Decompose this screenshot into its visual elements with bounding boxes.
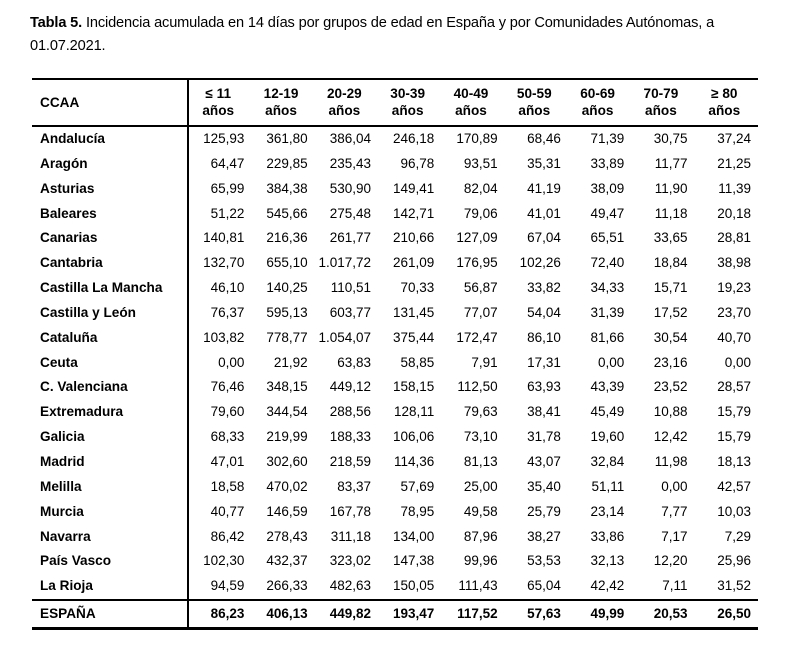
row-label-ccaa: Aragón	[32, 152, 188, 177]
data-value-cell: 23,14	[568, 500, 631, 525]
data-value-cell: 38,41	[505, 400, 568, 425]
data-value-cell: 12,42	[631, 425, 694, 450]
data-value-cell: 102,26	[505, 251, 568, 276]
data-value-cell: 43,39	[568, 375, 631, 400]
data-value-cell: 302,60	[251, 450, 314, 475]
data-value-cell: 35,40	[505, 475, 568, 500]
column-header-age-6	[568, 79, 631, 126]
data-value-cell: 128,11	[378, 400, 441, 425]
data-value-cell: 188,33	[315, 425, 378, 450]
age-range-label: 60-69	[580, 86, 615, 101]
data-value-cell: 15,71	[631, 276, 694, 301]
data-value-cell: 93,51	[441, 152, 504, 177]
data-value-cell: 288,56	[315, 400, 378, 425]
row-label-ccaa: Canarias	[32, 226, 188, 251]
data-value-cell: 125,93	[188, 126, 251, 152]
data-value-cell: 11,39	[695, 177, 758, 202]
data-value-cell: 37,24	[695, 126, 758, 152]
data-value-cell: 43,07	[505, 450, 568, 475]
data-value-cell: 545,66	[251, 202, 314, 227]
data-value-cell: 7,77	[631, 500, 694, 525]
age-range-label: 70-79	[643, 86, 679, 101]
data-value-cell: 67,04	[505, 226, 568, 251]
age-range-label: 12-19	[263, 86, 299, 101]
age-unit-label: años	[581, 103, 614, 118]
total-value-cell: 449,82	[315, 600, 378, 629]
data-value-cell: 86,42	[188, 525, 251, 550]
data-value-cell: 51,22	[188, 202, 251, 227]
column-header-age-5	[505, 79, 568, 126]
data-value-cell: 49,47	[568, 202, 631, 227]
table-header	[32, 79, 758, 126]
row-label-ccaa: Castilla y León	[32, 301, 188, 326]
data-value-cell: 28,81	[695, 226, 758, 251]
data-value-cell: 278,43	[251, 525, 314, 550]
data-value-cell: 38,98	[695, 251, 758, 276]
data-value-cell: 72,40	[568, 251, 631, 276]
data-value-cell: 33,86	[568, 525, 631, 550]
data-value-cell: 73,10	[441, 425, 504, 450]
data-value-cell: 147,38	[378, 549, 441, 574]
table-row	[32, 276, 758, 301]
data-value-cell: 34,33	[568, 276, 631, 301]
data-value-cell: 70,33	[378, 276, 441, 301]
data-value-cell: 94,59	[188, 574, 251, 600]
age-range-label: 40-49	[453, 86, 489, 101]
age-range-label: 20-29	[326, 86, 362, 101]
data-value-cell: 81,66	[568, 326, 631, 351]
data-value-cell: 28,57	[695, 375, 758, 400]
data-value-cell: 275,48	[315, 202, 378, 227]
data-value-cell: 42,42	[568, 574, 631, 600]
incidence-table-container	[32, 78, 758, 630]
data-value-cell: 11,77	[631, 152, 694, 177]
table-row	[32, 549, 758, 574]
data-value-cell: 23,16	[631, 351, 694, 376]
data-value-cell: 31,39	[568, 301, 631, 326]
data-value-cell: 7,11	[631, 574, 694, 600]
data-value-cell: 54,04	[505, 301, 568, 326]
data-value-cell: 87,96	[441, 525, 504, 550]
incidence-table	[32, 78, 758, 630]
data-value-cell: 7,91	[441, 351, 504, 376]
data-value-cell: 79,06	[441, 202, 504, 227]
data-value-cell: 386,04	[315, 126, 378, 152]
data-value-cell: 11,18	[631, 202, 694, 227]
data-value-cell: 68,46	[505, 126, 568, 152]
table-row	[32, 574, 758, 600]
row-label-ccaa: Andalucía	[32, 126, 188, 152]
row-label-ccaa: Cantabria	[32, 251, 188, 276]
data-value-cell: 30,54	[631, 326, 694, 351]
column-header-ccaa: CCAA	[32, 79, 188, 126]
row-label-ccaa: Extremadura	[32, 400, 188, 425]
data-value-cell: 110,51	[315, 276, 378, 301]
data-value-cell: 311,18	[315, 525, 378, 550]
data-value-cell: 56,87	[441, 276, 504, 301]
data-value-cell: 25,96	[695, 549, 758, 574]
data-value-cell: 81,13	[441, 450, 504, 475]
data-value-cell: 21,92	[251, 351, 314, 376]
data-value-cell: 778,77	[251, 326, 314, 351]
data-value-cell: 12,20	[631, 549, 694, 574]
data-value-cell: 51,11	[568, 475, 631, 500]
data-value-cell: 1.017,72	[315, 251, 378, 276]
data-value-cell: 106,06	[378, 425, 441, 450]
data-value-cell: 210,66	[378, 226, 441, 251]
data-value-cell: 229,85	[251, 152, 314, 177]
data-value-cell: 18,13	[695, 450, 758, 475]
age-range-label: ≥ 80	[711, 86, 738, 101]
data-value-cell: 132,70	[188, 251, 251, 276]
data-value-cell: 172,47	[441, 326, 504, 351]
data-value-cell: 83,37	[315, 475, 378, 500]
data-value-cell: 31,52	[695, 574, 758, 600]
data-value-cell: 470,02	[251, 475, 314, 500]
data-value-cell: 595,13	[251, 301, 314, 326]
total-value-cell: 26,50	[695, 600, 758, 629]
data-value-cell: 30,75	[631, 126, 694, 152]
table-row	[32, 301, 758, 326]
data-value-cell: 21,25	[695, 152, 758, 177]
data-value-cell: 15,79	[695, 425, 758, 450]
age-unit-label: años	[265, 103, 297, 118]
data-value-cell: 219,99	[251, 425, 314, 450]
table-row	[32, 525, 758, 550]
data-value-cell: 0,00	[695, 351, 758, 376]
row-label-ccaa: Melilla	[32, 475, 188, 500]
table-row	[32, 177, 758, 202]
data-value-cell: 323,02	[315, 549, 378, 574]
data-value-cell: 71,39	[568, 126, 631, 152]
data-value-cell: 32,13	[568, 549, 631, 574]
data-value-cell: 49,58	[441, 500, 504, 525]
row-label-ccaa: Cataluña	[32, 326, 188, 351]
total-value-cell: 117,52	[441, 600, 504, 629]
data-value-cell: 348,15	[251, 375, 314, 400]
data-value-cell: 41,01	[505, 202, 568, 227]
data-value-cell: 96,78	[378, 152, 441, 177]
row-label-ccaa: Ceuta	[32, 351, 188, 376]
data-value-cell: 17,52	[631, 301, 694, 326]
data-value-cell: 33,82	[505, 276, 568, 301]
data-value-cell: 530,90	[315, 177, 378, 202]
data-value-cell: 11,98	[631, 450, 694, 475]
data-value-cell: 10,03	[695, 500, 758, 525]
data-value-cell: 19,60	[568, 425, 631, 450]
data-value-cell: 45,49	[568, 400, 631, 425]
age-unit-label: años	[328, 103, 361, 118]
data-value-cell: 25,00	[441, 475, 504, 500]
data-value-cell: 131,45	[378, 301, 441, 326]
total-value-cell: 406,13	[251, 600, 314, 629]
data-value-cell: 261,09	[378, 251, 441, 276]
table-row	[32, 351, 758, 376]
age-unit-label: años	[202, 103, 235, 118]
data-value-cell: 10,88	[631, 400, 694, 425]
row-label-ccaa: Murcia	[32, 500, 188, 525]
data-value-cell: 449,12	[315, 375, 378, 400]
age-unit-label: años	[518, 103, 551, 118]
data-value-cell: 176,95	[441, 251, 504, 276]
data-value-cell: 18,84	[631, 251, 694, 276]
data-value-cell: 41,19	[505, 177, 568, 202]
age-unit-label: años	[645, 103, 677, 118]
data-value-cell: 63,93	[505, 375, 568, 400]
data-value-cell: 112,50	[441, 375, 504, 400]
data-value-cell: 0,00	[188, 351, 251, 376]
table-row	[32, 450, 758, 475]
data-value-cell: 65,04	[505, 574, 568, 600]
age-unit-label: años	[391, 103, 424, 118]
age-range-label: ≤ 11	[205, 86, 232, 101]
data-value-cell: 140,25	[251, 276, 314, 301]
row-label-ccaa: Madrid	[32, 450, 188, 475]
total-value-cell: 57,63	[505, 600, 568, 629]
data-value-cell: 40,70	[695, 326, 758, 351]
total-row-label: ESPAÑA	[32, 600, 188, 629]
data-value-cell: 63,83	[315, 351, 378, 376]
data-value-cell: 150,05	[378, 574, 441, 600]
total-value-cell: 193,47	[378, 600, 441, 629]
data-value-cell: 1.054,07	[315, 326, 378, 351]
data-value-cell: 140,81	[188, 226, 251, 251]
data-value-cell: 65,51	[568, 226, 631, 251]
data-value-cell: 64,47	[188, 152, 251, 177]
data-value-cell: 344,54	[251, 400, 314, 425]
data-value-cell: 218,59	[315, 450, 378, 475]
table-header-row	[32, 79, 758, 126]
data-value-cell: 23,52	[631, 375, 694, 400]
row-label-ccaa: Baleares	[32, 202, 188, 227]
table-row	[32, 126, 758, 152]
table-caption-label: Tabla 5.	[30, 15, 83, 31]
table-row	[32, 375, 758, 400]
data-value-cell: 18,58	[188, 475, 251, 500]
data-value-cell: 146,59	[251, 500, 314, 525]
row-label-ccaa: Navarra	[32, 525, 188, 550]
row-label-ccaa: País Vasco	[32, 549, 188, 574]
table-total-row	[32, 600, 758, 629]
data-value-cell: 432,37	[251, 549, 314, 574]
data-value-cell: 235,43	[315, 152, 378, 177]
table-row	[32, 425, 758, 450]
column-header-age-2	[315, 79, 378, 126]
age-unit-label: años	[455, 103, 487, 118]
data-value-cell: 68,33	[188, 425, 251, 450]
data-value-cell: 246,18	[378, 126, 441, 152]
data-value-cell: 20,18	[695, 202, 758, 227]
data-value-cell: 82,04	[441, 177, 504, 202]
data-value-cell: 25,79	[505, 500, 568, 525]
row-label-ccaa: Galicia	[32, 425, 188, 450]
data-value-cell: 65,99	[188, 177, 251, 202]
column-header-age-8	[695, 79, 758, 126]
data-value-cell: 7,17	[631, 525, 694, 550]
data-value-cell: 33,65	[631, 226, 694, 251]
data-value-cell: 46,10	[188, 276, 251, 301]
data-value-cell: 114,36	[378, 450, 441, 475]
data-value-cell: 111,43	[441, 574, 504, 600]
row-label-ccaa: Castilla La Mancha	[32, 276, 188, 301]
data-value-cell: 149,41	[378, 177, 441, 202]
table-row	[32, 500, 758, 525]
data-value-cell: 53,53	[505, 549, 568, 574]
data-value-cell: 261,77	[315, 226, 378, 251]
data-value-cell: 23,70	[695, 301, 758, 326]
data-value-cell: 42,57	[695, 475, 758, 500]
total-value-cell: 49,99	[568, 600, 631, 629]
table-row	[32, 251, 758, 276]
row-label-ccaa: La Rioja	[32, 574, 188, 600]
column-header-age-0	[188, 79, 251, 126]
column-header-age-3	[378, 79, 441, 126]
table-row	[32, 152, 758, 177]
data-value-cell: 32,84	[568, 450, 631, 475]
table-caption-text: Incidencia acumulada en 14 días por grupos de edad en España y por Comunidades Autónomas, a 01.07.2021.	[30, 15, 715, 54]
total-value-cell: 86,23	[188, 600, 251, 629]
data-value-cell: 216,36	[251, 226, 314, 251]
table-row	[32, 202, 758, 227]
data-value-cell: 266,33	[251, 574, 314, 600]
data-value-cell: 19,23	[695, 276, 758, 301]
data-value-cell: 99,96	[441, 549, 504, 574]
data-value-cell: 47,01	[188, 450, 251, 475]
data-value-cell: 76,46	[188, 375, 251, 400]
data-value-cell: 655,10	[251, 251, 314, 276]
data-value-cell: 58,85	[378, 351, 441, 376]
table-row	[32, 475, 758, 500]
table-caption	[30, 12, 742, 58]
table-row	[32, 226, 758, 251]
data-value-cell: 158,15	[378, 375, 441, 400]
row-label-ccaa: Asturias	[32, 177, 188, 202]
data-value-cell: 79,60	[188, 400, 251, 425]
age-range-label: 50-59	[516, 86, 552, 101]
data-value-cell: 7,29	[695, 525, 758, 550]
data-value-cell: 17,31	[505, 351, 568, 376]
data-value-cell: 142,71	[378, 202, 441, 227]
data-value-cell: 0,00	[631, 475, 694, 500]
data-value-cell: 76,37	[188, 301, 251, 326]
table-row	[32, 400, 758, 425]
data-value-cell: 33,89	[568, 152, 631, 177]
data-value-cell: 170,89	[441, 126, 504, 152]
column-header-age-4	[441, 79, 504, 126]
data-value-cell: 38,09	[568, 177, 631, 202]
column-header-age-1	[251, 79, 314, 126]
table-row	[32, 326, 758, 351]
data-value-cell: 31,78	[505, 425, 568, 450]
total-value-cell: 20,53	[631, 600, 694, 629]
data-value-cell: 11,90	[631, 177, 694, 202]
table-body	[32, 126, 758, 629]
data-value-cell: 384,38	[251, 177, 314, 202]
data-value-cell: 40,77	[188, 500, 251, 525]
data-value-cell: 15,79	[695, 400, 758, 425]
data-value-cell: 375,44	[378, 326, 441, 351]
data-value-cell: 79,63	[441, 400, 504, 425]
data-value-cell: 0,00	[568, 351, 631, 376]
data-value-cell: 127,09	[441, 226, 504, 251]
data-value-cell: 86,10	[505, 326, 568, 351]
data-value-cell: 103,82	[188, 326, 251, 351]
data-value-cell: 77,07	[441, 301, 504, 326]
data-value-cell: 38,27	[505, 525, 568, 550]
data-value-cell: 167,78	[315, 500, 378, 525]
data-value-cell: 603,77	[315, 301, 378, 326]
data-value-cell: 361,80	[251, 126, 314, 152]
data-value-cell: 78,95	[378, 500, 441, 525]
data-value-cell: 35,31	[505, 152, 568, 177]
data-value-cell: 482,63	[315, 574, 378, 600]
column-header-age-7	[631, 79, 694, 126]
data-value-cell: 134,00	[378, 525, 441, 550]
data-value-cell: 57,69	[378, 475, 441, 500]
age-unit-label: años	[708, 103, 741, 118]
age-range-label: 30-39	[390, 86, 426, 101]
row-label-ccaa: C. Valenciana	[32, 375, 188, 400]
data-value-cell: 102,30	[188, 549, 251, 574]
